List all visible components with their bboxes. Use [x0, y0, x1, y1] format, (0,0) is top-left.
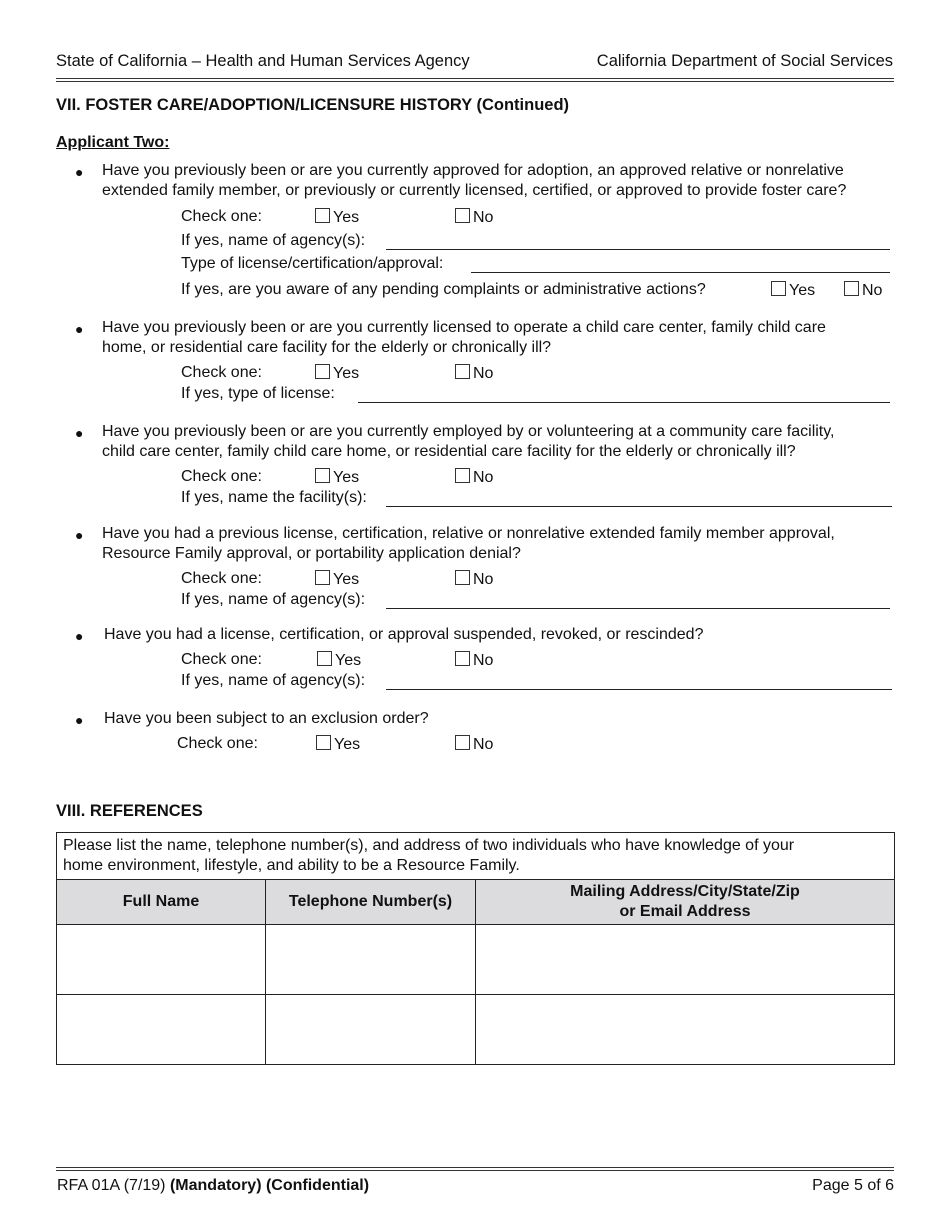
footer-tags: (Mandatory) (Confidential) — [169, 1177, 370, 1194]
q1-agency-label: If yes, name of agency(s): — [181, 232, 366, 249]
q4-check-one-label: Check one: — [181, 570, 262, 587]
q1-pending-yes-label: Yes — [789, 282, 816, 299]
q3-no-checkbox[interactable] — [455, 468, 470, 483]
references-intro-line-1: Please list the name, telephone number(s), and address of two individuals who have knowledge of your — [63, 837, 795, 854]
q5-no-checkbox[interactable] — [455, 651, 470, 666]
question-1-line-1: Have you previously been or are you currently approved for adoption, an approved relative or nonrelative — [102, 162, 844, 179]
q4-agency-field[interactable] — [386, 608, 890, 609]
q5-yes-option[interactable] — [317, 651, 361, 670]
footer-form-id — [57, 1177, 369, 1195]
bullet-icon: ● — [75, 712, 84, 728]
q2-yes-checkbox[interactable] — [315, 364, 330, 379]
col-address — [476, 880, 895, 925]
question-5-line-1: Have you had a license, certification, or approval suspended, revoked, or rescinded? — [104, 626, 704, 643]
q5-agency-label: If yes, name of agency(s): — [181, 672, 366, 689]
question-6-line-1: Have you been subject to an exclusion order? — [104, 710, 429, 727]
bullet-icon: ● — [75, 164, 84, 180]
q1-pending-yes-option[interactable] — [771, 281, 815, 300]
references-intro-line-2: home environment, lifestyle, and ability to be a Resource Family. — [63, 857, 520, 874]
question-1-line-2: extended family member, or previously or currently licensed, certified, or approved to provide foster care? — [102, 182, 847, 199]
q3-no-option[interactable] — [455, 468, 493, 487]
q6-yes-option[interactable] — [316, 735, 360, 754]
table-row — [57, 995, 895, 1065]
footer-page-number: Page 5 of 6 — [812, 1177, 894, 1194]
q4-agency-label: If yes, name of agency(s): — [181, 591, 366, 608]
q6-yes-checkbox[interactable] — [316, 735, 331, 750]
bullet-icon: ● — [75, 425, 84, 441]
q1-pending-no-label: No — [862, 282, 883, 299]
q3-yes-option[interactable] — [315, 468, 359, 487]
reference-2-address-cell[interactable] — [476, 995, 895, 1065]
q1-no-label: No — [473, 209, 494, 226]
header-department: California Department of Social Services — [596, 52, 893, 70]
references-table — [56, 832, 895, 1065]
q5-no-option[interactable] — [455, 651, 493, 670]
q5-yes-checkbox[interactable] — [317, 651, 332, 666]
question-5 — [104, 625, 703, 645]
q4-yes-checkbox[interactable] — [315, 570, 330, 585]
q1-agency-field[interactable] — [386, 249, 890, 250]
q3-facility-label: If yes, name the facility(s): — [181, 489, 367, 506]
q4-yes-option[interactable] — [315, 570, 359, 589]
q4-no-checkbox[interactable] — [455, 570, 470, 585]
col-address-line-2: or Email Address — [619, 903, 751, 920]
applicant-two-label: Applicant Two: — [56, 134, 170, 151]
bullet-icon: ● — [75, 321, 84, 337]
q2-no-label: No — [473, 365, 494, 382]
footer-rule-bottom — [56, 1170, 894, 1171]
q2-yes-option[interactable] — [315, 364, 359, 383]
q5-yes-label: Yes — [335, 652, 362, 669]
q6-check-one-label: Check one: — [177, 735, 258, 752]
q1-pending-yes-checkbox[interactable] — [771, 281, 786, 296]
q3-facility-field[interactable] — [386, 506, 892, 507]
col-telephone: Telephone Number(s) — [266, 880, 476, 925]
q6-yes-label: Yes — [334, 736, 361, 753]
question-2-line-1: Have you previously been or are you currently licensed to operate a child care center, family child care — [102, 319, 826, 336]
question-6 — [104, 709, 429, 729]
reference-1-address-cell[interactable] — [476, 925, 895, 995]
q3-no-label: No — [473, 469, 494, 486]
section-8-title: VIII. REFERENCES — [56, 802, 203, 820]
q5-check-one-label: Check one: — [181, 651, 262, 668]
q1-yes-option[interactable] — [315, 208, 359, 227]
q1-license-type-label: Type of license/certification/approval: — [181, 255, 444, 272]
col-full-name: Full Name — [57, 880, 266, 925]
section-7-title: VII. FOSTER CARE/ADOPTION/LICENSURE HISTORY (Continued) — [56, 96, 570, 114]
question-4-line-1: Have you had a previous license, certification, relative or nonrelative extended family member approval, — [102, 525, 835, 542]
q6-no-checkbox[interactable] — [455, 735, 470, 750]
q2-no-checkbox[interactable] — [455, 364, 470, 379]
q5-no-label: No — [473, 652, 494, 669]
reference-1-name-cell[interactable] — [57, 925, 266, 995]
q1-pending-no-option[interactable] — [844, 281, 882, 300]
q3-yes-label: Yes — [333, 469, 360, 486]
table-row — [57, 925, 895, 995]
q1-pending-label: If yes, are you aware of any pending complaints or administrative actions? — [181, 281, 706, 298]
header-agency: State of California – Health and Human Services Agency — [56, 52, 470, 70]
q2-license-type-label: If yes, type of license: — [181, 385, 335, 402]
q1-yes-label: Yes — [333, 209, 360, 226]
q1-no-checkbox[interactable] — [455, 208, 470, 223]
header-rule-top — [56, 78, 894, 79]
q6-no-label: No — [473, 736, 494, 753]
q2-yes-label: Yes — [333, 365, 360, 382]
q1-check-one-label: Check one: — [181, 208, 262, 225]
col-address-line-1: Mailing Address/City/State/Zip — [570, 883, 800, 900]
question-3 — [102, 422, 835, 462]
question-3-line-1: Have you previously been or are you currently employed by or volunteering at a community care facility, — [102, 423, 835, 440]
bullet-icon: ● — [75, 628, 84, 644]
question-4-line-2: Resource Family approval, or portability application denial? — [102, 545, 521, 562]
question-2 — [102, 318, 826, 358]
references-intro — [57, 833, 895, 880]
question-2-line-2: home, or residential care facility for the elderly or chronically ill? — [102, 339, 552, 356]
q2-check-one-label: Check one: — [181, 364, 262, 381]
q1-license-type-field[interactable] — [471, 272, 890, 273]
q4-no-option[interactable] — [455, 570, 493, 589]
footer-form-number: RFA 01A (7/19) — [57, 1177, 166, 1194]
q6-no-option[interactable] — [455, 735, 493, 754]
q2-license-type-field[interactable] — [358, 402, 890, 403]
q1-pending-no-checkbox[interactable] — [844, 281, 859, 296]
references-header-row — [57, 880, 895, 925]
bullet-icon: ● — [75, 527, 84, 543]
header-rule-bottom — [56, 81, 894, 82]
q1-yes-checkbox[interactable] — [315, 208, 330, 223]
q5-agency-field[interactable] — [386, 689, 892, 690]
question-3-line-2: child care center, family child care home, or residential care facility for the elderly or chronically ill? — [102, 443, 796, 460]
reference-2-name-cell[interactable] — [57, 995, 266, 1065]
q4-no-label: No — [473, 571, 494, 588]
q3-check-one-label: Check one: — [181, 468, 262, 485]
q2-no-option[interactable] — [455, 364, 493, 383]
q3-yes-checkbox[interactable] — [315, 468, 330, 483]
q1-no-option[interactable] — [455, 208, 493, 227]
references-intro-row — [57, 833, 895, 880]
question-1 — [102, 161, 846, 201]
question-4 — [102, 524, 835, 564]
reference-2-phone-cell[interactable] — [266, 995, 476, 1065]
footer-rule-top — [56, 1167, 894, 1168]
reference-1-phone-cell[interactable] — [266, 925, 476, 995]
q4-yes-label: Yes — [333, 571, 360, 588]
